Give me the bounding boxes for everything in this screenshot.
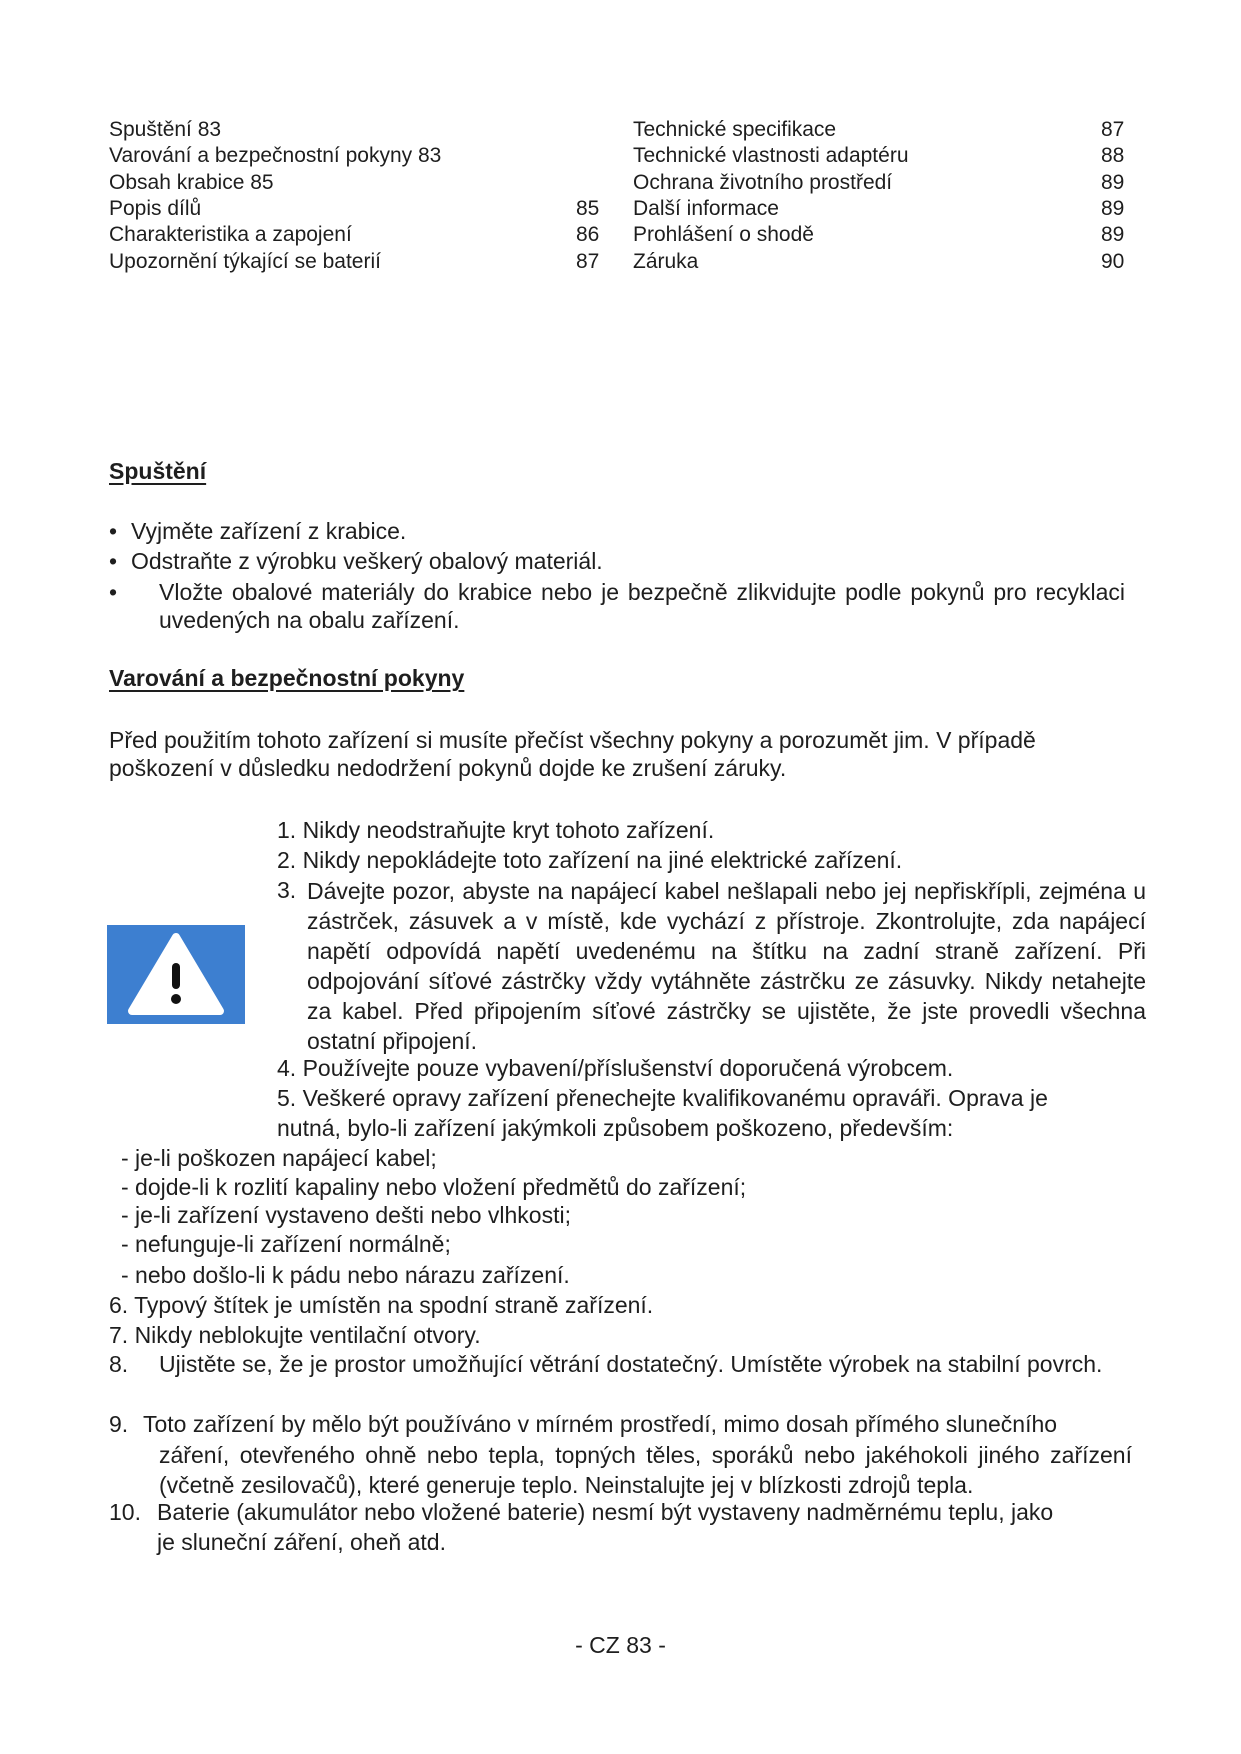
list-item: 7. Nikdy neblokujte ventilační otvory. — [109, 1322, 481, 1348]
list-item: 4. Používejte pouze vybavení/příslušenství doporučená výrobcem. — [277, 1055, 954, 1081]
toc-entry-page: 87 — [576, 250, 600, 273]
page-number: - CZ 83 - — [575, 1632, 666, 1658]
list-item: nutná, bylo-li zařízení jakýmkoli způsobem poškozeno, především: — [277, 1115, 954, 1141]
list-number: 8. — [109, 1351, 129, 1377]
bullet-text: Vyjměte zařízení z krabice. — [131, 518, 407, 544]
warning-triangle-icon — [107, 925, 245, 1024]
list-item: Dávejte pozor, abyste na napájecí kabel nešlapali nebo jej nepřiskřípli, zejména u zástrček, zásuvek a v místě, kde vychází z přístroje. Zkontrolujte, zda napájecí napětí odpovídá napětí uvedenému na štítku na zadní straně zařízení. Při odpojování síťové zástrčky vždy vytáhněte zástrčku ze zásuvky. Nikdy netahejte za kabel. Před připojením síťové zástrčky se ujistěte, že jste provedli všechna ostatní připojení. — [307, 878, 1146, 1054]
bullet-icon: • — [109, 548, 118, 574]
list-item: záření, otevřeného ohně nebo tepla, topných těles, sporáků nebo jakéhokoli jiného zařízení (včetně zesilovačů), které generuje teplo. Neinstalujte jej v blízkosti zdrojů tepla. — [159, 1442, 1132, 1498]
toc-entry[interactable]: Obsah krabice 85 — [109, 171, 274, 194]
toc-entry-title[interactable]: Další informace — [633, 197, 779, 220]
dash-item: - nefunguje-li zařízení normálně; — [121, 1231, 451, 1257]
dash-item: - dojde-li k rozlití kapaliny nebo vložení předmětů do zařízení; — [121, 1174, 747, 1200]
bullet-icon: • — [109, 579, 118, 605]
list-number: 3. — [277, 877, 297, 903]
dash-item: - je-li zařízení vystaveno dešti nebo vlhkosti; — [121, 1202, 571, 1228]
toc-entry-page: 88 — [1101, 144, 1125, 167]
toc-entry-title[interactable]: Prohlášení o shodě — [633, 223, 814, 246]
list-item: 6. Typový štítek je umístěn na spodní straně zařízení. — [109, 1292, 654, 1318]
list-item: Ujistěte se, že je prostor umožňující větrání dostatečný. Umístěte výrobek na stabilní povrch. — [159, 1351, 1103, 1377]
toc-entry-title[interactable]: Charakteristika a zapojení — [109, 223, 352, 246]
toc-entry-page: 89 — [1101, 171, 1125, 194]
bullet-text: Vložte obalové materiály do krabice nebo je bezpečně zlikvidujte podle pokynů pro recyklaci uvedených na obalu zařízení. — [159, 579, 1125, 633]
list-item: 1. Nikdy neodstraňujte kryt tohoto zařízení. — [277, 817, 715, 843]
toc-entry-title[interactable]: Technické specifikace — [633, 118, 837, 141]
dash-item: - je-li poškozen napájecí kabel; — [121, 1145, 437, 1171]
section-heading-startup: Spuštění — [109, 458, 207, 484]
list-item: Baterie (akumulátor nebo vložené baterie) nesmí být vystaveny nadměrnému teplu, jako — [157, 1499, 1054, 1525]
list-number: 9. — [109, 1411, 129, 1437]
toc-entry-page: 89 — [1101, 197, 1125, 220]
toc-entry-title[interactable]: Ochrana životního prostředí — [633, 171, 893, 194]
toc-entry-page: 87 — [1101, 118, 1125, 141]
toc-entry[interactable]: Varování a bezpečnostní pokyny 83 — [109, 144, 442, 167]
toc-entry-title[interactable]: Technické vlastnosti adaptéru — [633, 144, 909, 167]
warning-icon — [107, 925, 245, 1024]
toc-entry-page: 86 — [576, 223, 600, 246]
toc-entry-title[interactable]: Záruka — [633, 250, 699, 273]
list-item: Toto zařízení by mělo být používáno v mírném prostředí, mimo dosah přímého slunečního — [143, 1411, 1058, 1437]
list-number: 10. — [109, 1499, 141, 1525]
bullet-icon: • — [109, 518, 118, 544]
toc-entry-page: 85 — [576, 197, 600, 220]
toc-entry[interactable]: Spuštění 83 — [109, 118, 222, 141]
bullet-text: Odstraňte z výrobku veškerý obalový materiál. — [131, 548, 603, 574]
toc-entry-page: 89 — [1101, 223, 1125, 246]
list-item: je sluneční záření, oheň atd. — [157, 1529, 446, 1555]
intro-line: Před použitím tohoto zařízení si musíte přečíst všechny pokyny a porozumět jim. V případě — [109, 727, 1036, 753]
toc-entry-title[interactable]: Upozornění týkající se baterií — [109, 250, 381, 273]
toc-entry-title[interactable]: Popis dílů — [109, 197, 202, 220]
toc-entry-page: 90 — [1101, 250, 1125, 273]
list-item: 5. Veškeré opravy zařízení přenechejte kvalifikovanému opraváři. Oprava je — [277, 1085, 1048, 1111]
dash-item: - nebo došlo-li k pádu nebo nárazu zařízení. — [121, 1262, 570, 1288]
list-item: 2. Nikdy nepokládejte toto zařízení na jiné elektrické zařízení. — [277, 847, 903, 873]
section-heading-warnings: Varování a bezpečnostní pokyny — [109, 665, 465, 691]
intro-line: poškození v důsledku nedodržení pokynů dojde ke zrušení záruky. — [109, 755, 787, 781]
